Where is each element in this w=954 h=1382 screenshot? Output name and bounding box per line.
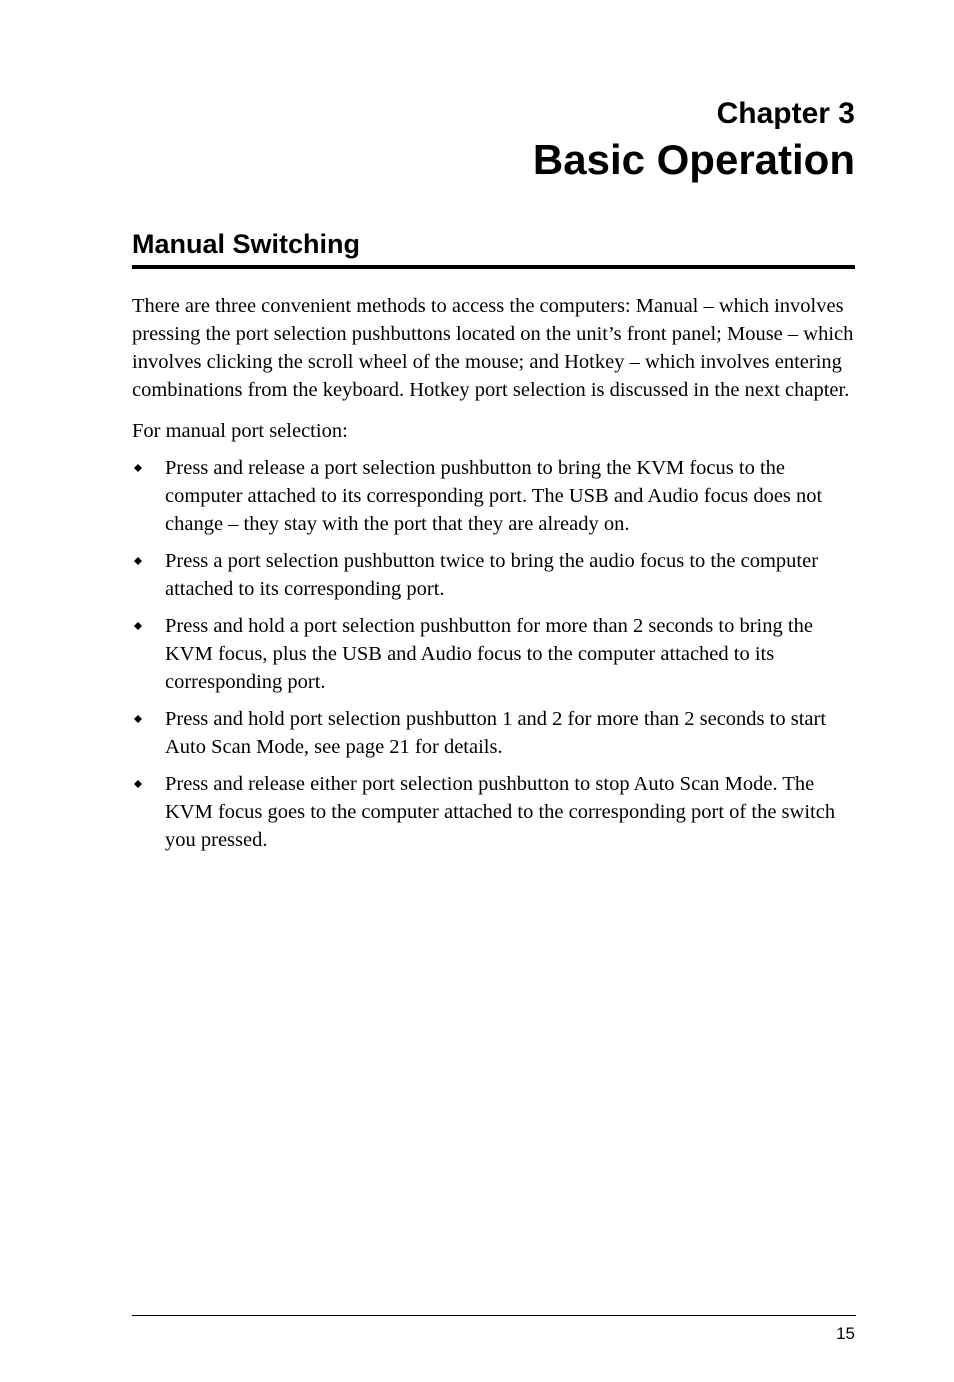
list-item-text: Press and release a port selection pushbutton to bring the KVM focus to the computer attached to its corresponding port. The USB and Audio focus does not change – they stay with the port that they are already on. xyxy=(165,457,823,535)
list-item-text: Press and hold a port selection pushbutton for more than 2 seconds to bring the KVM focus, plus the USB and Audio focus to the computer attached to its corresponding port. xyxy=(165,615,813,693)
list-item xyxy=(132,705,855,761)
chapter-label: Chapter 3 xyxy=(716,97,855,130)
diamond-bullet-icon xyxy=(134,780,142,788)
lead-paragraph: For manual port selection: xyxy=(132,420,348,442)
list-item-text: Press and release either port selection pushbutton to stop Auto Scan Mode. The KVM focus goes to the computer attached to the corresponding port of the switch you pressed. xyxy=(165,773,836,851)
list-item-text: Press a port selection pushbutton twice to bring the audio focus to the computer attached to its corresponding port. xyxy=(165,550,819,600)
list-item xyxy=(132,547,855,603)
chapter-title: Basic Operation xyxy=(532,136,855,183)
diamond-bullet-icon xyxy=(134,622,142,630)
list-item xyxy=(132,612,855,696)
page-number: 15 xyxy=(836,1324,855,1343)
diamond-bullet-icon xyxy=(134,464,142,472)
list-item xyxy=(132,454,855,538)
section-title: Manual Switching xyxy=(132,225,855,269)
bullet-list xyxy=(132,454,855,854)
list-item-text: Press and hold port selection pushbutton 1 and 2 for more than 2 seconds to start Auto Scan Mode, see page 21 for details. xyxy=(165,708,827,758)
list-item xyxy=(132,770,855,854)
intro-paragraph: There are three convenient methods to access the computers: Manual – which involves pressing the port selection pushbuttons located on the unit’s front panel; Mouse – which involves clicking the scroll wheel of the mouse; and Hotkey – which involves entering combinations from the keyboard. Hotkey port selection is discussed in the next chapter. xyxy=(132,295,854,401)
diamond-bullet-icon xyxy=(134,715,142,723)
manual-switching-section xyxy=(132,225,855,863)
diamond-bullet-icon xyxy=(134,557,142,565)
footer-divider xyxy=(132,1315,856,1316)
